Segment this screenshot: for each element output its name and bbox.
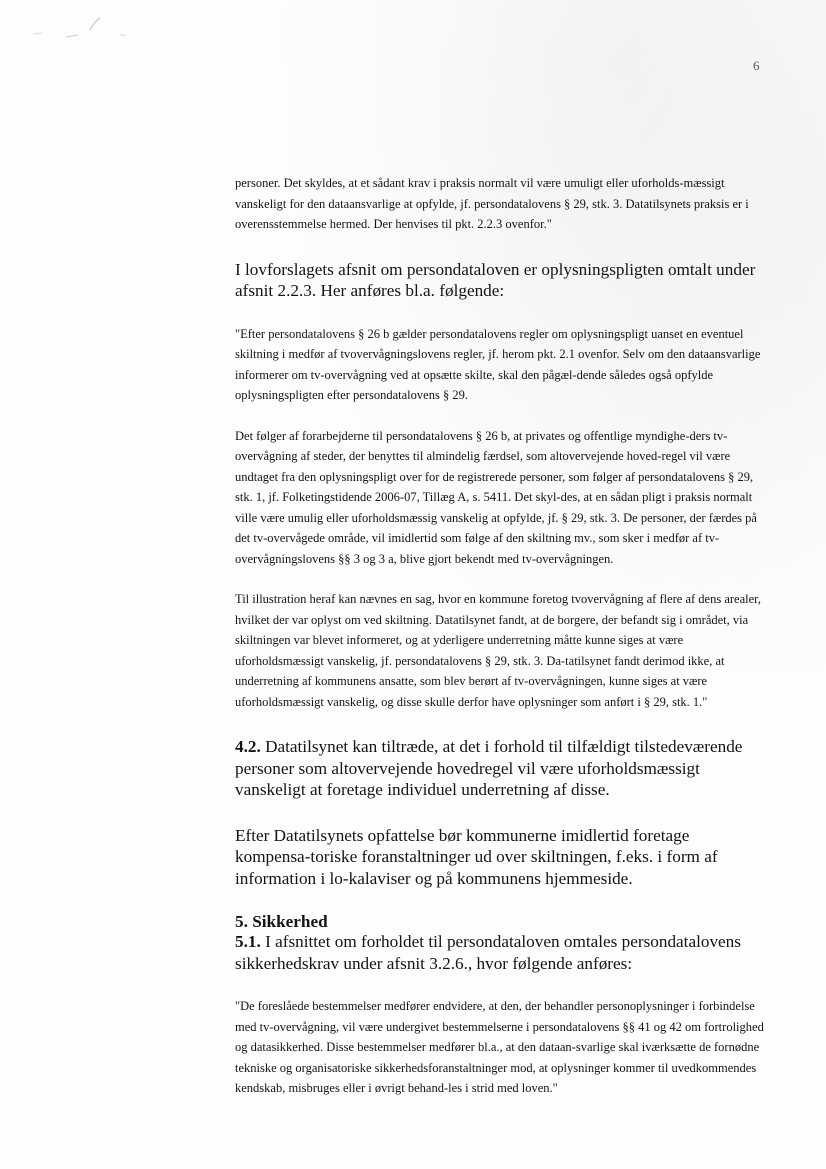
- quote-continuation-paragraph: personer. Det skyldes, at et sådant krav i praksis normalt vil være umuligt eller uforholds-mæssigt vanskeligt for den dataansvarlige at opfylde, jf. persondatalovens § 29, stk. 3. Datatilsynets praksis er i overensstemmelse hermed. Der henvises til pkt. 2.2.3 ovenfor.": [235, 176, 749, 231]
- section-5-1-paragraph: [235, 931, 765, 974]
- section-4-2-paragraph: [235, 736, 765, 801]
- quote-paragraph: "Efter persondatalovens § 26 b gælder persondatalovens regler om oplysningspligt uanset en eventuel skiltning i medfør af tvovervågningslovens regler, jf. herom pkt. 2.1 ovenfor. Selv om den dataansvarlige informerer om tv-overvågning ved at opsætte skilte, skal den pågæl-dende således også opfylde oplysningspligten efter persondatalovens § 29.: [235, 326, 761, 402]
- document-body: [235, 173, 765, 1099]
- section-heading: 5. Sikkerhed: [235, 912, 328, 931]
- quote-paragraph: "De foreslåede bestemmelser medfører endvidere, at den, der behandler personoplysninger i forbindelse med tv-overvågning, vil være undergivet bestemmelserne i persondatalovens §§ 41 og 42 om fortrolighed og datasikkerhed. Disse bestemmelser medfører bl.a., at den dataan-svarlige skal iværksætte de fornødne tekniske og organisatoriske sikkerhedsforanstaltninger mod, at oplysninger kommer til uvedkommendes kendskab, misbruges eller i øvrigt behand-les i strid med loven.": [235, 999, 764, 1095]
- pen-stroke-mark-icon: [30, 16, 130, 44]
- section-number: 5.1.: [235, 932, 261, 951]
- section-text: I afsnittet om forholdet til persondataloven omtales persondatalovens sikkerhedskrav under afsnit 3.2.6., hvor følgende anføres:: [235, 932, 741, 973]
- section-number: 4.2.: [235, 737, 261, 756]
- section-text: Datatilsynet kan tiltræde, at det i forhold til tilfældigt tilstedeværende personer som altovervejende hovedregel vil være uforholdsmæssigt vanskeligt at foretage individuel underretning af disse.: [235, 737, 743, 799]
- body-paragraph: Efter Datatilsynets opfattelse bør kommunerne imidlertid foretage kompensa-toriske foranstaltninger ud over skiltningen, f.eks. i form af information i lo-kalaviser og på kommunens hjemmeside.: [235, 825, 718, 888]
- body-paragraph: I lovforslagets afsnit om persondataloven er oplysningspligten omtalt under afsnit 2.2.3. Her anføres bl.a. følgende:: [235, 259, 756, 300]
- quote-paragraph: Det følger af forarbejderne til persondatalovens § 26 b, at privates og offentlige myndighe-ders tv-overvågning af steder, der benyttes til almindelig færdsel, som altovervejende hoved-regel vil være undtaget fra den oplysningspligt over for de registrerede personer, som følger af persondatalovens § 29, stk. 1, jf. Folketingstidende 2006-07, Tillæg A, s. 5411. Det skyl-des, at en sådan pligt i praksis normalt ville være umulig eller uforholdsmæssig vanskelig at opfylde, jf. § 29, stk. 3. De personer, der færdes på det tv-overvågede område, vil imidlertid som følge af den skiltning mv., som sker i medfør af tv-overvågningslovens §§ 3 og 3 a, blive gjort bekendt med tv-overvågningen.: [235, 428, 757, 566]
- page-number: 6: [753, 58, 760, 73]
- quote-paragraph: Til illustration heraf kan nævnes en sag, hvor en kommune foretog tvovervågning af flere af dens arealer, hvilket der var oplyst om ved skiltning. Datatilsynet fandt, at de borgere, der befandt sig i området, via skiltningen var blevet informeret, og at yderligere underretning måtte kunne siges at være uforholdsmæssigt vanskelig, jf. persondatalovens § 29, stk. 3. Da-tatilsynet fandt derimod ikke, at underretning af kommunens ansatte, som blev berørt af tv-overvågningen, kunne siges at være uforholdsmæssigt vanskelig, og disse skulle derfor have oplysninger som anført i § 29, stk. 1.": [235, 592, 761, 709]
